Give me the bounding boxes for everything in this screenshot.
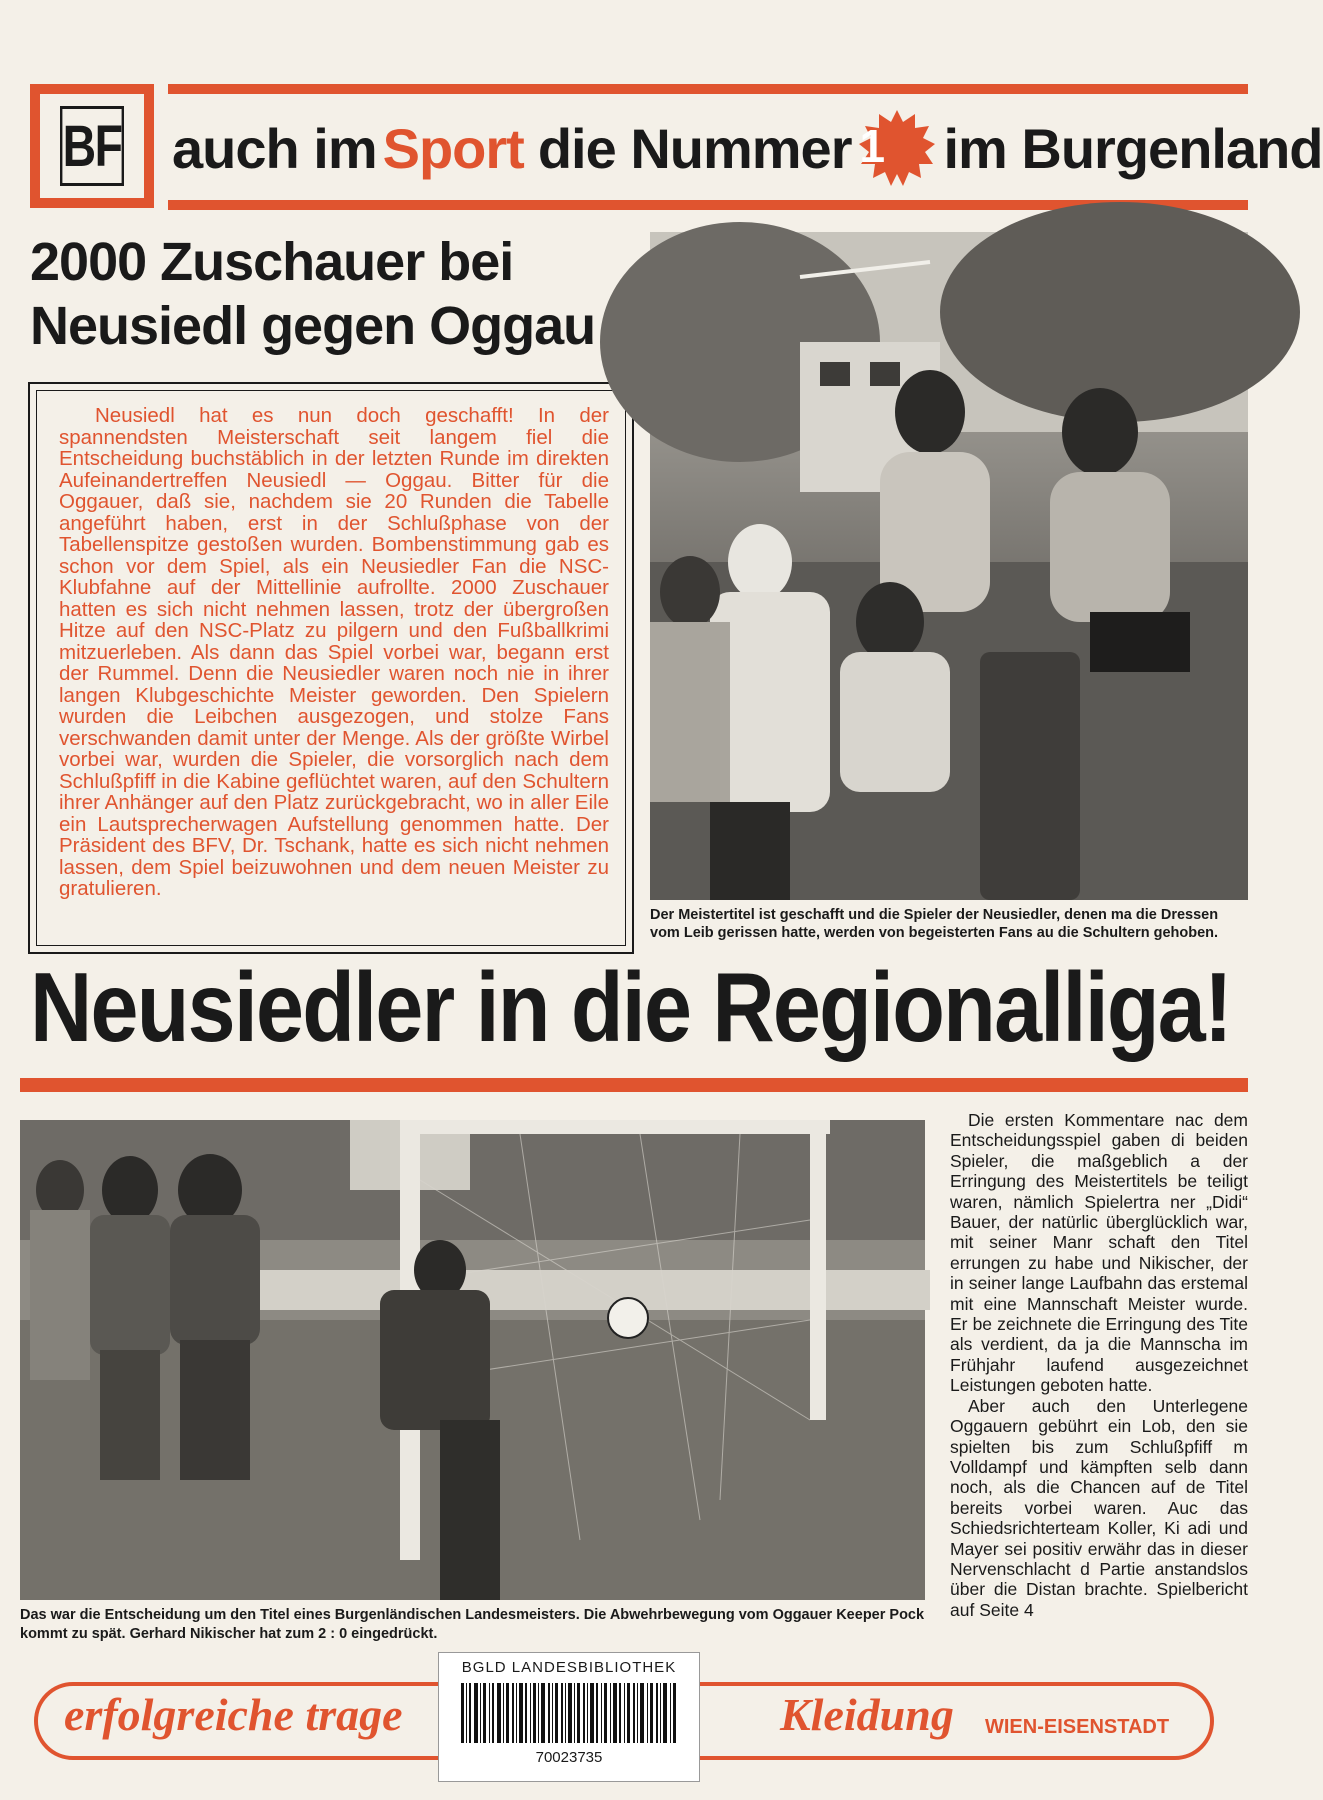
banner-top-rule xyxy=(168,84,1248,94)
banner-part1: auch im xyxy=(172,116,377,180)
headline1-line1: 2000 Zuschauer bei xyxy=(30,232,514,292)
barcode-icon xyxy=(461,1683,679,1743)
ad-slogan-kleidung: Kleidung xyxy=(780,1689,954,1740)
headline-regionalliga: Neusiedler in die Regionalliga! xyxy=(30,952,1231,1062)
bf-logo xyxy=(30,84,154,208)
number-one-star-icon xyxy=(859,110,935,186)
photo1-caption: Der Meistertitel ist geschafft und die Spieler der Neusiedler, denen ma die Dressen vom Leib gerissen hatte, werden von begeisterten Fans au die Schultern gehoben. xyxy=(650,907,1219,941)
library-number: 70023735 xyxy=(535,1749,603,1766)
library-title: BGLD LANDESBIBLIOTHEK xyxy=(461,1659,677,1676)
column-paragraph-2: Aber auch den Unterlegene Oggauern gebührt ein Lob, den sie spielten bis zum Schlußpfiff m Volldampf und kämpften selb dann noch, als die Chancen auf de Titel bereits vorbei waren. Auc das Schiedsrichterteam Koller, Ki adi und Mayer sei positiv erwähr das in dieser Nervenschlacht d Partie anstandslos über die Distan brachte. Spielbericht auf Seite 4 xyxy=(950,1395,1248,1620)
match-photo xyxy=(20,1120,925,1600)
headline1-line2: Neusiedl gegen Oggau xyxy=(30,296,596,356)
celebration-photo xyxy=(650,232,1248,900)
headline-zuschauer xyxy=(30,230,630,358)
library-barcode-label xyxy=(438,1652,700,1782)
red-divider-rule xyxy=(20,1078,1248,1092)
bf-logo-text: BF xyxy=(60,106,124,186)
intro-paragraph: Neusiedl hat es nun doch geschafft! In der spannendsten Meisterschaft seit langem fiel die Entscheidung buchstäblich in der letzten Runde im direkten Aufeinandertreffen Neusiedl — Oggau. Bitter für die Oggauer, daß sie, nachdem sie 20 Runden die Tabelle angeführt haben, erst in der Schlußphase von der Tabellenspitze gestoßen wurden. Bombenstimmung gab es schon vor dem Spiel, als ein Neusiedler Fan die NSC-Klubfahne auf der Mittellinie aufrollte. 2000 Zuschauer hatten es sich nicht nehmen lassen, trotz der übergroßen Hitze auf den NSC-Platz zu pilgern und den Fußballkrimi mitzuerleben. Als dann das Spiel vorbei war, begann erst der Rummel. Denn die Neusiedler waren noch nie in ihrer langen Klubgeschichte Meister geworden. Den Spielern wurden die Leibchen ausgezogen, und stolze Fans verschwanden damit unter der Menge. Als der größte Wirbel vorbei war, wurden die Spieler, die vorsorglich nach dem Schlußpfiff in die Kabine geflüchtet waren, auf den Schultern ihrer Anhänger auf den Platz zurückgebracht, wo in aller Eile ein Lautsprecherwagen Aufstellung genommen hatte. Der Präsident des BFV, Dr. Tschank, hatte es sich nicht nehmen lassen, dem Spiel beizuwohnen und dem neuen Meister zu gratulieren. xyxy=(59,404,609,900)
banner-part4: im Burgenland xyxy=(943,116,1323,180)
banner-part3: die Nummer xyxy=(537,116,852,180)
intro-box xyxy=(28,382,634,954)
column-paragraph-1: Die ersten Kommentare nac dem Entscheidungsspiel gaben di beiden Spieler, die maßgeblich a der Erringung des Meistertitels be teiligt waren, nämlich Spielertra ner „Didi“ Bauer, der natürlic überglücklich war, mit seiner Manr schaft den Titel errungen zu habe und Nikischer, der in seiner lange Laufbahn das erstemal mit eine Mannschaft Meister wurde. Er be zeichnete die Erringung des Tite als verdient, da ja die Mannscha im Frühjahr laufend ausgezeichnet Leistungen geboten hatte. xyxy=(950,1110,1248,1396)
ad-slogan-left: erfolgreiche trage xyxy=(64,1689,403,1740)
article-column xyxy=(950,1110,1248,1620)
ad-location: WIEN-EISENSTADT xyxy=(985,1716,1170,1738)
banner-sport: Sport xyxy=(382,116,524,180)
photo2-caption: Das war die Entscheidung um den Titel eines Burgenländischen Landesmeisters. Die Abwehrbewegung vom Oggauer Keeper Pock kommt zu spät. Gerhard Nikischer hat zum 2 : 0 eingedrückt. xyxy=(20,1607,925,1642)
intro-inner-frame xyxy=(36,390,626,946)
banner-slogan xyxy=(172,108,1323,188)
number-one-text: 1 xyxy=(859,120,885,172)
